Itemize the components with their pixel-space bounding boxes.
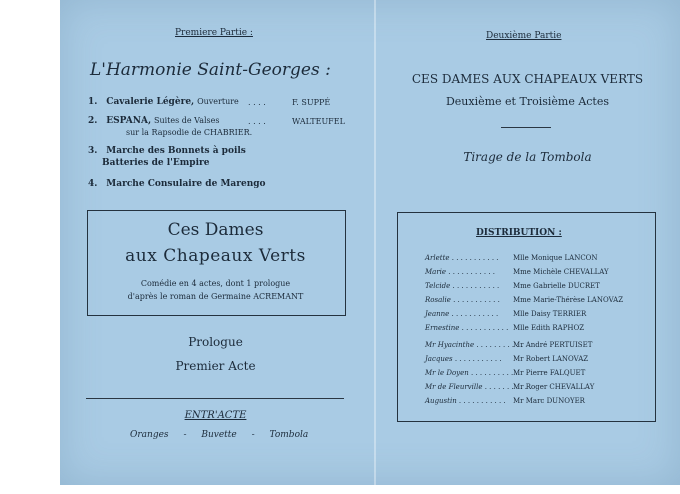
divider	[501, 127, 551, 128]
cast-role: Mr le Doyen . . . . . . . . . . .	[425, 369, 518, 377]
item-dots: . . . .	[248, 98, 266, 107]
divider	[86, 398, 344, 399]
play-title-line1: Ces Dames	[167, 220, 264, 240]
premier-acte-label: Premier Acte	[175, 359, 256, 373]
cast-actor: Mme Michèle CHEVALLAY	[513, 268, 609, 276]
program-item-4	[88, 179, 266, 189]
cast-role: Jacques . . . . . . . . . . .	[425, 355, 502, 363]
cast-actor: Mme Gabrielle DUCRET	[513, 282, 600, 290]
cast-row	[425, 254, 598, 262]
cast-role: Arlette . . . . . . . . . . .	[425, 254, 499, 262]
item-composer: WALTEUFEL	[292, 117, 345, 126]
cast-row	[425, 310, 586, 318]
right-header: Deuxième Partie	[486, 31, 562, 41]
cast-role: Rosalie . . . . . . . . . . .	[425, 296, 500, 304]
cast-row	[425, 268, 609, 276]
cast-actor: Mr Marc DUNOYER	[513, 397, 585, 405]
right-subtitle: Deuxième et Troisième Actes	[445, 95, 610, 108]
entracte-items	[130, 430, 310, 440]
play-subtitle-2: d'après le roman de Germaine ACREMANT	[127, 292, 304, 301]
cast-actor: Mlle Monique LANCON	[513, 254, 598, 262]
cast-role: Jeanne . . . . . . . . . . .	[425, 310, 499, 318]
play-subtitle-1: Comédie en 4 actes, dont 1 prologue	[140, 279, 291, 288]
item-detail: Suites de Valses	[153, 116, 220, 125]
cast-row	[425, 282, 600, 290]
cast-actor: Mr Roger CHEVALLAY	[513, 383, 595, 391]
entracte-item-buvette: Buvette	[201, 430, 237, 440]
separator: -	[251, 430, 255, 440]
play-title-line2: aux Chapeaux Verts	[125, 246, 306, 266]
entracte-item-oranges: Oranges	[130, 430, 169, 440]
cast-row	[425, 355, 588, 363]
item-dots: . . . .	[248, 117, 266, 126]
program-item-3	[88, 146, 246, 156]
cast-actor: Mr Pierre FALQUET	[513, 369, 586, 377]
item-title: Marche des Bonnets à poils	[106, 146, 246, 156]
entracte-label: ENTR'ACTE	[184, 410, 247, 421]
distribution-title: DISTRIBUTION :	[476, 228, 562, 238]
cast-actor: Mme Marie-Thérèse LANOVAZ	[513, 296, 624, 304]
item-line2: Batteries de l'Empire	[102, 158, 210, 168]
cast-role: Ernestine . . . . . . . . . . .	[425, 324, 509, 332]
item-line2: sur la Rapsodie de CHABRIER.	[126, 128, 253, 137]
cast-row	[425, 369, 585, 377]
cast-role: Augustin . . . . . . . . . . .	[425, 397, 506, 405]
cast-actor: Mlle Daisy TERRIER	[513, 310, 587, 318]
entracte-item-tombola: Tombola	[269, 430, 309, 440]
item-number: 1.	[88, 97, 98, 107]
item-number: 4.	[88, 179, 98, 189]
program-item-1	[88, 97, 239, 107]
program-item-2	[88, 116, 219, 126]
item-title: Cavalerie Légère,	[106, 97, 195, 107]
cast-row	[425, 324, 584, 332]
item-detail: Ouverture	[197, 97, 239, 106]
cast-row	[425, 296, 623, 304]
cast-row	[425, 383, 594, 391]
separator: -	[183, 430, 187, 440]
cast-actor: Mr Robert LANOVAZ	[513, 355, 589, 363]
tirage-label: Tirage de la Tombola	[463, 150, 592, 164]
cast-actor: Mlle Edith RAPHOZ	[513, 324, 585, 332]
cast-row	[425, 397, 585, 405]
item-title: Marche Consulaire de Marengo	[106, 179, 266, 189]
item-composer: F. SUPPÉ	[292, 98, 331, 107]
cast-row	[425, 341, 592, 349]
item-number: 2.	[88, 116, 98, 126]
cast-actor: Mr André PERTUISET	[513, 341, 593, 349]
cast-role: Mr de Fleurville . . . . . . . . . . .	[425, 383, 532, 391]
item-title: ESPANA,	[106, 116, 152, 126]
cast-role: Telcide . . . . . . . . . . .	[425, 282, 500, 290]
cast-role: Mr Hyacinthe . . . . . . . . . . .	[425, 341, 524, 349]
right-title: CES DAMES AUX CHAPEAUX VERTS	[411, 72, 644, 86]
prologue-label: Prologue	[188, 335, 243, 349]
ensemble-title: L'Harmonie Saint-Georges :	[90, 60, 331, 80]
center-fold	[374, 0, 376, 485]
left-header: Premiere Partie :	[175, 28, 253, 38]
item-number: 3.	[88, 146, 98, 156]
cast-role: Marie . . . . . . . . . . .	[425, 268, 496, 276]
